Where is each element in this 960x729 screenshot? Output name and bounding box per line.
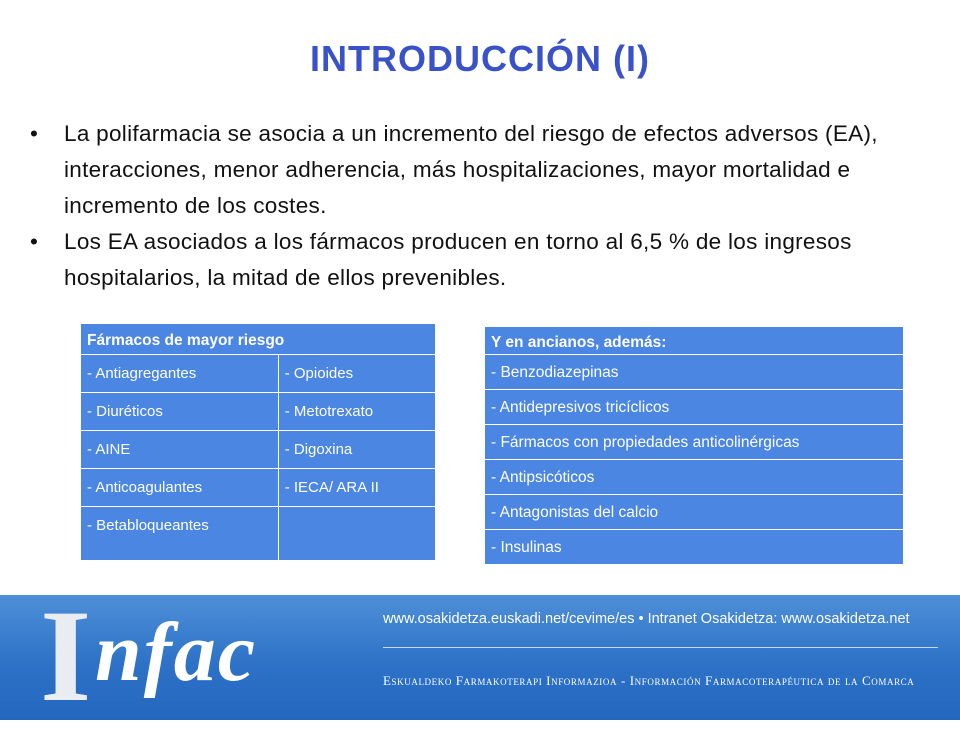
logo-text: nfac: [95, 606, 257, 699]
footer-divider: [383, 647, 938, 648]
table-cell: - Metotrexato: [278, 393, 435, 431]
table-row: [485, 530, 904, 565]
table-cell: - Antagonistas del calcio: [485, 495, 904, 530]
table-cell: - Digoxina: [278, 431, 435, 469]
slide-title: INTRODUCCIÓN (I): [310, 38, 650, 79]
table-row: [485, 355, 904, 390]
elderly-drugs-table: [484, 326, 904, 565]
table-row: [81, 469, 436, 507]
table-cell: - Fármacos con propiedades anticolinérgicas: [485, 425, 904, 460]
table-row: [81, 507, 436, 561]
bullet-item: [30, 116, 920, 224]
table-row: [485, 425, 904, 460]
high-risk-drugs-table: [80, 323, 436, 561]
table-cell: - Opioides: [278, 355, 435, 393]
table-row: [485, 460, 904, 495]
bullet-dot: •: [30, 121, 39, 146]
bullet-text: La polifarmacia se asocia a un incremento del riesgo de efectos adversos (EA), interacciones, menor adherencia, más hospitalizaciones, mayor mortalidad e incremento de los costes.: [64, 121, 878, 218]
table-cell: - Insulinas: [485, 530, 904, 565]
bullet-text: Los EA asociados a los fármacos producen en torno al 6,5 % de los ingresos hospitalarios, la mitad de ellos prevenibles.: [64, 229, 852, 290]
table-header: Y en ancianos, además:: [485, 327, 904, 355]
table-cell: - Anticoagulantes: [81, 469, 279, 507]
footer-tagline: Eskualdeko Farmakoterapi Informazioa - Información Farmacoterapéutica de la Comarca: [383, 673, 915, 688]
table-row: [81, 431, 436, 469]
table-row: [81, 355, 436, 393]
table-cell: - IECA/ ARA II: [278, 469, 435, 507]
table-cell: - Antipsicóticos: [485, 460, 904, 495]
table-row: [485, 390, 904, 425]
footer-banner: [0, 582, 960, 729]
table-cell: [278, 507, 435, 561]
table-cell: - Benzodiazepinas: [485, 355, 904, 390]
table-row: [485, 495, 904, 530]
table-header: Fármacos de mayor riesgo: [81, 324, 436, 355]
bullet-dot: •: [30, 229, 39, 254]
table-cell: - Diuréticos: [81, 393, 279, 431]
table-cell: - Betabloqueantes: [81, 507, 279, 561]
logo-initial: I: [40, 582, 92, 729]
bullet-item: [30, 224, 920, 296]
table-cell: - Antiagregantes: [81, 355, 279, 393]
bullet-list: [30, 116, 920, 296]
table-cell: - AINE: [81, 431, 279, 469]
table-cell: - Antidepresivos tricíclicos: [485, 390, 904, 425]
table-header-row: [485, 327, 904, 355]
table-header-row: [81, 324, 436, 355]
table-row: [81, 393, 436, 431]
footer-urls: www.osakidetza.euskadi.net/cevime/es • Intranet Osakidetza: www.osakidetza.net: [383, 611, 910, 627]
